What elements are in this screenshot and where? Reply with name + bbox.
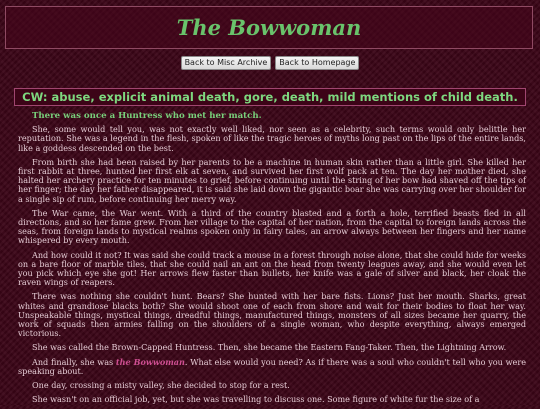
title-banner: [5, 6, 533, 49]
story-paragraph: From birth she had been raised by her parents to be a machine in human skin rather than a little girl. She killed her first rabbit at three, hunted her first elk at seven, and survived her first wolf pack at ten. The day her mother died, she halted her archery practice for ten minutes to grief, before continuing until the string of her bow had shaved off the tips of her finger; the day her father disappeared, it is said she laid down the gigantic boar she was carrying over her shoulder for a single sip of rum, before continuing her merry way.: [18, 156, 526, 204]
content-warning-box: [14, 88, 526, 106]
story-lead: There was once a Huntress who met her match.: [32, 111, 262, 121]
story-paragraph: And how could it not? It was said she could track a mouse in a forest through noise alone, that she could hide for weeks on a bare floor of marble tiles, that she could nail an ant on the head from twenty leagues away, and she would even let you pick which eye she got! Her arrows flew faster than bullets, her knife was a gale of silver and black, her cloak the raven wings of reapers.: [18, 249, 526, 288]
back-to-homepage-button[interactable]: Back to Homepage: [275, 56, 359, 70]
story-body: [18, 112, 526, 409]
bowwoman-name: the Bowwoman: [115, 356, 185, 367]
back-to-archive-button[interactable]: Back to Misc Archive: [181, 56, 272, 70]
story-text: . What else would you need? As if there was a soul who couldn't tell who you were speaking about.: [18, 356, 526, 376]
navigation-bar: [0, 56, 540, 70]
story-paragraph: She was called the Brown-Capped Huntress. Then, she became the Eastern Fang-Taker. Then, the Lightning Arrow.: [32, 342, 507, 353]
story-text: And finally, she was: [32, 356, 116, 367]
story-paragraph: She, some would tell you, was not exactly well liked, nor seen as a celebrity, such terms would only belittle her reputation. She was a legend in the flesh, spoken of like the tragic heroes of myths long past on the lips of the entire lands, like a goddess descended on the best.: [18, 124, 526, 153]
story-paragraph: One day, crossing a misty valley, she decided to stop for a rest.: [32, 380, 290, 391]
page-title: The Bowwoman: [176, 15, 362, 40]
story-paragraph: The War came, the War went. With a third of the country blasted and a forth a hole, terrified beasts fled in all directions, and so her fame grew. From her village to the capital of her nation, from the capital to foreign lands across the seas, from foreign lands to mystical realms spoken only in fairy tales, an arrow always between her fingers and her name whispered by every mouth.: [18, 207, 526, 246]
content-warning-text: CW: abuse, explicit animal death, gore, death, mild mentions of child death.: [22, 90, 518, 104]
story-paragraph: There was nothing she couldn't hunt. Bears? She hunted with her bare fists. Lions? Just her mouth. Sharks, great whites and grandiose blacks both? She would shoot one of each from shore and wait for their bodies to float her way. Unspeakable things, mystical things, dreadful things, manufactured things, monsters of all sizes became her quarry, the work of squads then armies falling on the shoulders of a single woman, who despite everything, always emerged victorious.: [18, 291, 526, 339]
story-paragraph: [18, 358, 526, 376]
story-paragraph: She wasn't on an official job, yet, but she was travelling to discuss one. Some figure of white fur the size of a: [32, 394, 480, 405]
